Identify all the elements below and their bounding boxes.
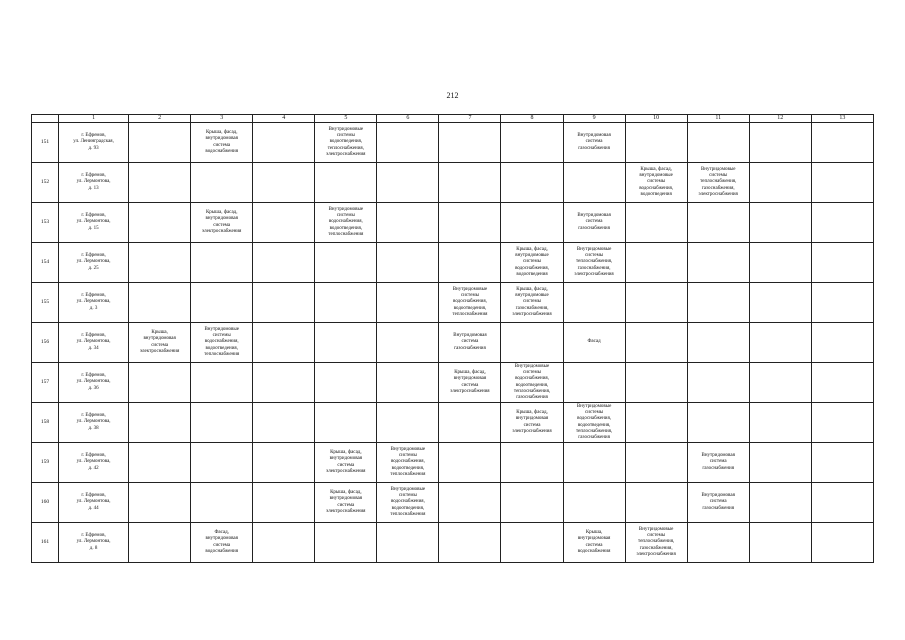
address-cell: г. Ефремов, ул. Лермонтова, д. 36 — [59, 363, 129, 403]
table-cell — [315, 323, 377, 363]
header-cell: 2 — [129, 115, 191, 123]
table-row — [32, 483, 874, 523]
table-cell — [749, 363, 811, 403]
row-number-cell: 158 — [32, 403, 59, 443]
table-cell — [563, 443, 625, 483]
table-cell — [253, 483, 315, 523]
table-cell — [315, 163, 377, 203]
table-cell — [129, 483, 191, 523]
table-cell: Крыша, внутридомовая система водоснабжения — [563, 523, 625, 563]
table-cell — [129, 163, 191, 203]
page-number: 212 — [446, 91, 459, 100]
table-cell — [377, 243, 439, 283]
table-cell — [315, 283, 377, 323]
table-cell — [749, 403, 811, 443]
table-cell: Крыша, внутридомовая система электроснабжения — [129, 323, 191, 363]
table-cell — [687, 243, 749, 283]
table-row — [32, 243, 874, 283]
table-cell — [129, 403, 191, 443]
header-cell: 13 — [811, 115, 873, 123]
table-cell — [625, 483, 687, 523]
table-cell — [439, 523, 501, 563]
table-cell: Внутридомовые системы теплоснабжения, газоснабжения, электроснабжения — [687, 163, 749, 203]
table-cell — [811, 163, 873, 203]
header-cell: 3 — [191, 115, 253, 123]
table-cell: Внутридомовые системы водоснабжения, водоотведения, теплоснабжения, газоснабжения — [563, 403, 625, 443]
table-cell — [129, 243, 191, 283]
table-body — [32, 115, 874, 563]
table-row — [32, 123, 874, 163]
table-cell — [501, 323, 563, 363]
address-cell: г. Ефремов, ул. Лермонтова, д. 44 — [59, 483, 129, 523]
row-number-cell: 154 — [32, 243, 59, 283]
table-cell — [749, 323, 811, 363]
table-cell — [811, 363, 873, 403]
table-cell — [687, 203, 749, 243]
table-cell: Крыша, фасад, внутридомовые системы водоснабжения, водоотведения — [501, 243, 563, 283]
table-cell — [811, 283, 873, 323]
table-cell — [315, 243, 377, 283]
table-cell — [811, 123, 873, 163]
table-cell: Внутридомовые системы теплоснабжения, газоснабжения, электроснабжения — [563, 243, 625, 283]
table-cell — [315, 363, 377, 403]
table-cell — [191, 483, 253, 523]
table-cell: Внутридомовые системы водоснабжения, водоотведения, теплоснабжения — [377, 483, 439, 523]
row-number-cell: 160 — [32, 483, 59, 523]
table-cell — [749, 283, 811, 323]
header-cell: 6 — [377, 115, 439, 123]
table-cell — [563, 363, 625, 403]
table-cell: Внутридомовые системы водоотведения, теплоснабжения, электроснабжения — [315, 123, 377, 163]
table-cell — [377, 323, 439, 363]
table-cell — [129, 283, 191, 323]
table-cell — [811, 323, 873, 363]
table-cell — [749, 483, 811, 523]
header-cell: 9 — [563, 115, 625, 123]
header-cell: 7 — [439, 115, 501, 123]
row-number-cell: 153 — [32, 203, 59, 243]
table-cell — [191, 363, 253, 403]
row-number-cell: 151 — [32, 123, 59, 163]
table-cell — [625, 203, 687, 243]
table-cell — [253, 403, 315, 443]
table-cell: Крыша, фасад, внутридомовая система электроснабжения — [315, 483, 377, 523]
row-number-cell: 152 — [32, 163, 59, 203]
address-cell: г. Ефремов, ул. Лермонтова, д. 8 — [59, 523, 129, 563]
table-row — [32, 163, 874, 203]
table-cell — [253, 243, 315, 283]
address-cell: г. Ефремов, ул. Лермонтова, д. 25 — [59, 243, 129, 283]
table-cell — [129, 523, 191, 563]
table-cell: Внутридомовые системы водоснабжения, водоотведения, теплоснабжения — [439, 283, 501, 323]
table-cell — [253, 163, 315, 203]
table-cell: Внутридомовая система газоснабжения — [687, 443, 749, 483]
address-cell: г. Ефремов, ул. Лермонтова, д. 15 — [59, 203, 129, 243]
table-cell — [749, 163, 811, 203]
row-number-cell: 157 — [32, 363, 59, 403]
table-cell — [377, 403, 439, 443]
table-cell — [563, 483, 625, 523]
table-cell: Внутридомовые системы водоснабжения, водоотведения, теплоснабжения — [377, 443, 439, 483]
repair-schedule-table — [31, 114, 874, 563]
table-cell — [501, 163, 563, 203]
row-number-cell: 159 — [32, 443, 59, 483]
table-cell — [625, 123, 687, 163]
table-cell — [501, 443, 563, 483]
address-cell: г. Ефремов, ул. Лермонтова, д. 34 — [59, 323, 129, 363]
table-cell — [253, 443, 315, 483]
table-cell — [377, 283, 439, 323]
table-cell — [687, 403, 749, 443]
table-row — [32, 523, 874, 563]
table-cell: Крыша, фасад, внутридомовая система водоснабжения — [191, 123, 253, 163]
table-cell — [749, 243, 811, 283]
table-cell — [687, 323, 749, 363]
table-cell — [377, 203, 439, 243]
table-cell: Внутридомовые системы теплоснабжения, газоснабжения, электроснабжения — [625, 523, 687, 563]
table-cell — [811, 523, 873, 563]
table-cell — [439, 403, 501, 443]
table-cell: Внутридомовые системы водоснабжения, водоотведения, теплоснабжения — [191, 323, 253, 363]
address-cell: г. Ефремов, ул. Ленинградская, д. 93 — [59, 123, 129, 163]
table-cell — [625, 403, 687, 443]
table-cell — [377, 123, 439, 163]
header-cell: 11 — [687, 115, 749, 123]
table-cell — [191, 283, 253, 323]
table-cell — [191, 403, 253, 443]
table-cell — [377, 523, 439, 563]
header-cell: 10 — [625, 115, 687, 123]
table-cell — [253, 323, 315, 363]
table-cell: Внутридомовая система газоснабжения — [563, 203, 625, 243]
table-cell — [625, 243, 687, 283]
address-cell: г. Ефремов, ул. Лермонтова, д. 13 — [59, 163, 129, 203]
table-cell — [253, 523, 315, 563]
table-cell — [439, 443, 501, 483]
row-number-cell: 155 — [32, 283, 59, 323]
table-cell — [439, 123, 501, 163]
table-cell: Крыша, фасад, внутридомовая система электроснабжения — [501, 403, 563, 443]
table-cell — [625, 283, 687, 323]
address-cell: г. Ефремов, ул. Лермонтова, д. 42 — [59, 443, 129, 483]
table-cell — [253, 363, 315, 403]
table-cell — [315, 523, 377, 563]
table-cell — [749, 203, 811, 243]
table-cell — [811, 443, 873, 483]
table-cell: Крыша, фасад, внутридомовая система электроснабжения — [315, 443, 377, 483]
table-cell — [749, 123, 811, 163]
table-cell — [439, 163, 501, 203]
table-cell — [191, 443, 253, 483]
table-cell — [563, 283, 625, 323]
table-cell: Внутридомовые системы водоснабжения, водоотведения, теплоснабжения, газоснабжения — [501, 363, 563, 403]
table-row — [32, 403, 874, 443]
table-cell: Внутридомовая система газоснабжения — [563, 123, 625, 163]
table-cell — [625, 363, 687, 403]
table-cell: Крыша, фасад, внутридомовая система электроснабжения — [439, 363, 501, 403]
table-cell — [687, 123, 749, 163]
row-number-cell: 156 — [32, 323, 59, 363]
header-cell: 1 — [59, 115, 129, 123]
table-cell — [749, 443, 811, 483]
table-cell — [811, 403, 873, 443]
table-cell: Внутридомовые системы водоснабжения, водоотведения, теплоснабжения — [315, 203, 377, 243]
table-cell — [811, 203, 873, 243]
header-row — [32, 115, 874, 123]
header-cell-rownum — [32, 115, 59, 123]
table-cell: Внутридомовая система газоснабжения — [439, 323, 501, 363]
table-cell — [687, 363, 749, 403]
table-cell — [625, 443, 687, 483]
address-cell: г. Ефремов, ул. Лермонтова, д. 38 — [59, 403, 129, 443]
table-cell — [811, 483, 873, 523]
table-cell — [501, 123, 563, 163]
table-cell: Фасад — [563, 323, 625, 363]
table-row — [32, 283, 874, 323]
row-number-cell: 161 — [32, 523, 59, 563]
table-cell — [377, 363, 439, 403]
table-cell — [687, 523, 749, 563]
table-cell — [191, 163, 253, 203]
table-cell — [687, 283, 749, 323]
table-cell — [501, 203, 563, 243]
table-cell — [749, 523, 811, 563]
table-cell — [253, 283, 315, 323]
table-cell — [811, 243, 873, 283]
table-cell — [501, 483, 563, 523]
header-cell: 4 — [253, 115, 315, 123]
table-cell: Фасад, внутридомовая система водоснабжения — [191, 523, 253, 563]
table-cell — [625, 323, 687, 363]
table-cell — [129, 123, 191, 163]
header-cell: 5 — [315, 115, 377, 123]
table-cell — [377, 163, 439, 203]
table-cell — [315, 403, 377, 443]
table-cell — [129, 443, 191, 483]
table-cell — [501, 523, 563, 563]
table-cell — [129, 203, 191, 243]
table-cell: Крыша, фасад, внутридомовые системы газоснабжения, электроснабжения — [501, 283, 563, 323]
table-cell: Крыша, фасад, внутридомовые системы водоснабжения, водоотведения — [625, 163, 687, 203]
table-cell — [439, 483, 501, 523]
table-cell — [129, 363, 191, 403]
table-row — [32, 443, 874, 483]
table-row — [32, 363, 874, 403]
table-row — [32, 323, 874, 363]
header-cell: 12 — [749, 115, 811, 123]
table-cell: Крыша, фасад, внутридомовая система электроснабжения — [191, 203, 253, 243]
table-cell — [253, 123, 315, 163]
table-cell — [253, 203, 315, 243]
table-row — [32, 203, 874, 243]
address-cell: г. Ефремов, ул. Лермонтова, д. 3 — [59, 283, 129, 323]
table-cell — [191, 243, 253, 283]
table-cell — [563, 163, 625, 203]
header-cell: 8 — [501, 115, 563, 123]
table-cell — [439, 203, 501, 243]
table-cell: Внутридомовая система газоснабжения — [687, 483, 749, 523]
table-cell — [439, 243, 501, 283]
